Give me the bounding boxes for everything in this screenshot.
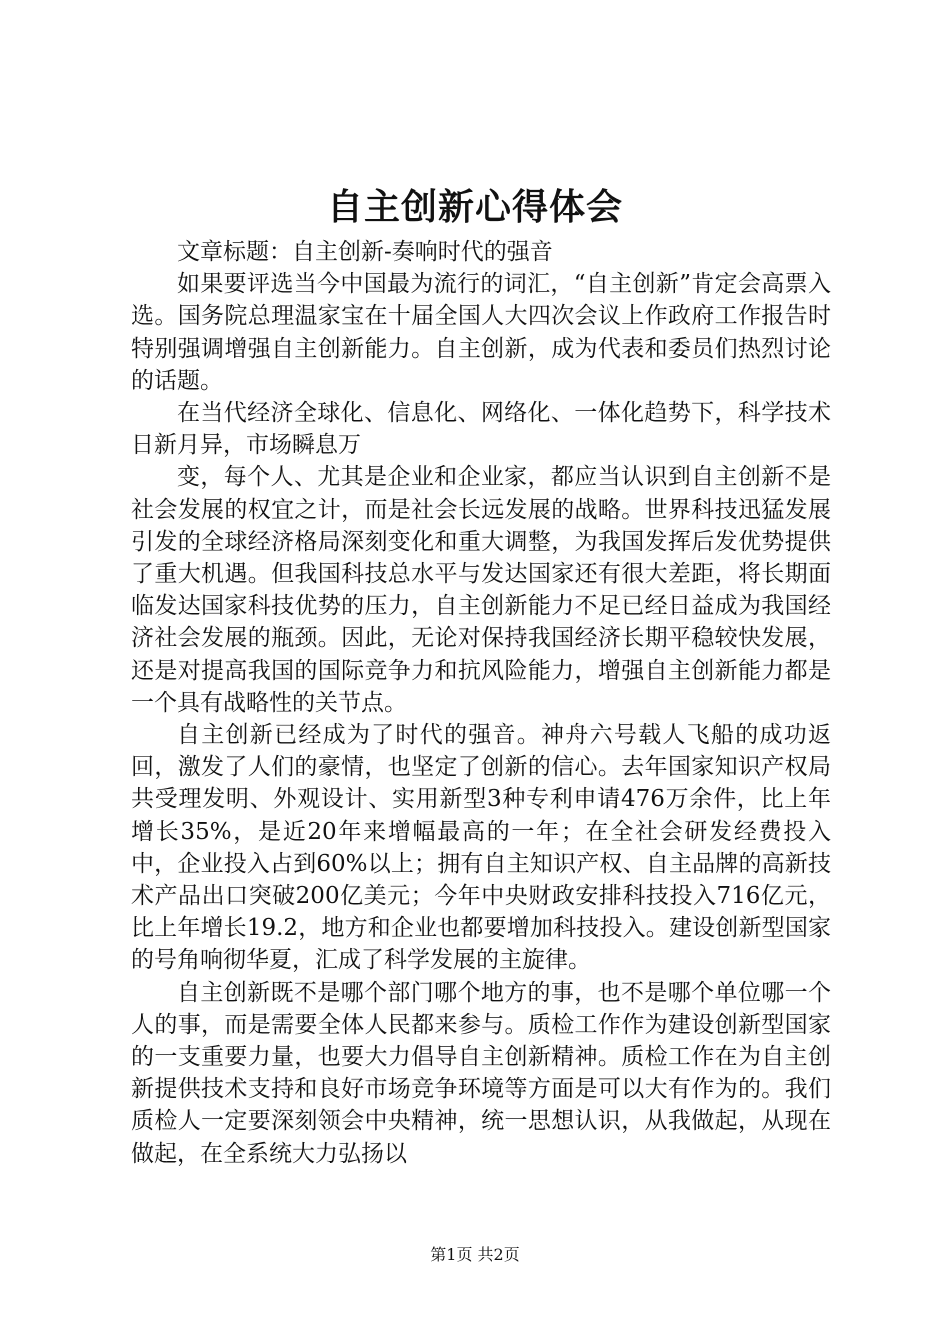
paragraph: 变，每个人、尤其是企业和企业家，都应当认识到自主创新不是社会发展的权宜之计，而是社会长远发展的战略。世界科技迅猛发展引发的全球经济格局深刻变化和重大调整，为我国发挥后发优势提供了重大机遇。但我国科技总水平与发达国家还有很大差距，将长期面临发达国家科技优势的压力，自主创新能力不足已经日益成为我国经济社会发展的瓶颈。因此，无论对保持我国经济长期平稳较快发展，还是对提高我国的国际竞争力和抗风险能力，增强自主创新能力都是一个具有战略性的关节点。 [131, 464, 831, 716]
document-body [131, 236, 831, 1170]
paragraph: 自主创新已经成为了时代的强音。神舟六号载人飞船的成功返回，激发了人们的豪情，也坚定了创新的信心。去年国家知识产权局共受理发明、外观设计、实用新型3种专利申请476万余件，比上年增长35%，是近20年来增幅最高的一年；在全社会研发经费投入中，企业投入占到60%以上；拥有自主知识产权、自主品牌的高新技术产品出口突破200亿美元；今年中央财政安排科技投入716亿元，比上年增长19.2，地方和企业也都要增加科技投入。建设创新型国家的号角响彻华夏，汇成了科学发展的主旋律。 [131, 722, 831, 974]
page-number-footer: 第1页 共2页 [430, 1245, 520, 1264]
paragraph: 自主创新既不是哪个部门哪个地方的事，也不是哪个单位哪一个人的事，而是需要全体人民都来参与。质检工作作为建设创新型国家的一支重要力量，也要大力倡导自主创新精神。质检工作在为自主创新提供技术支持和良好市场竞争环境等方面是可以大有作为的。我们质检人一定要深刻领会中央精神，统一思想认识，从我做起，从现在做起，在全系统大力弘扬以 [131, 979, 831, 1167]
document-title: 自主创新心得体会 [326, 187, 623, 228]
paragraph: 在当代经济全球化、信息化、网络化、一体化趋势下，科学技术日新月异，市场瞬息万 [131, 400, 831, 459]
paragraph: 如果要评选当今中国最为流行的词汇，“自主创新”肯定会高票入选。国务院总理温家宝在十届全国人大四次会议上作政府工作报告时特别强调增强自主创新能力。自主创新，成为代表和委员们热烈讨论的话题。 [131, 271, 831, 394]
paragraph-article-title: 文章标题：自主创新-奏响时代的强音 [177, 239, 553, 265]
